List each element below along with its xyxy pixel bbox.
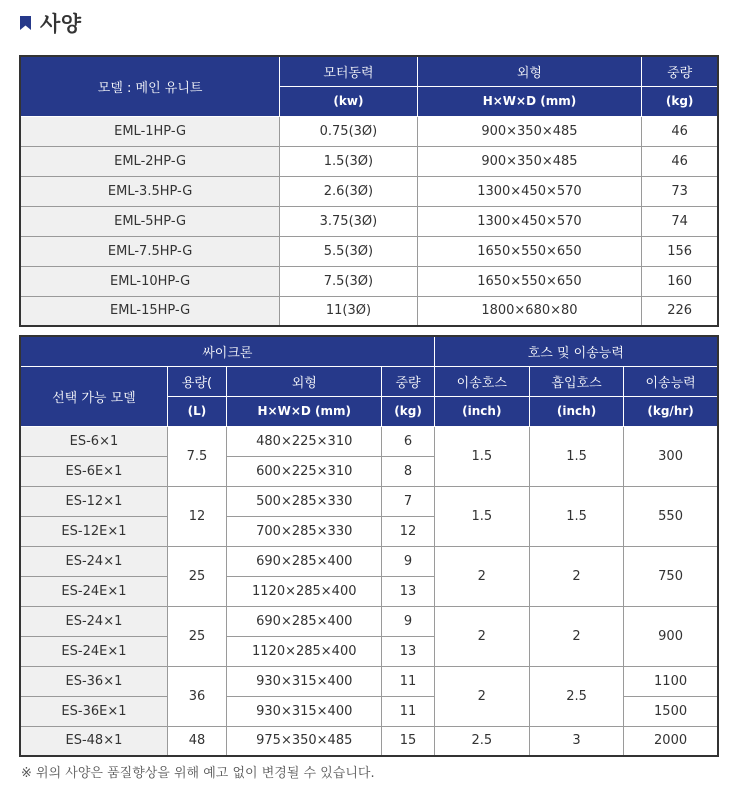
model-cell: EML-2HP-G: [20, 146, 280, 176]
table-row: [20, 486, 718, 516]
model-cell: EML-3.5HP-G: [20, 176, 280, 206]
header-capacity: 용량(: [167, 366, 226, 396]
size-cell: 1800×680×80: [417, 296, 642, 326]
model-cell: ES-12E×1: [20, 516, 167, 546]
size-cell: 1650×550×650: [417, 266, 642, 296]
transfer-hose-cell: 2.5: [434, 726, 529, 756]
size-cell: 975×350×485: [227, 726, 382, 756]
model-cell: EML-15HP-G: [20, 296, 280, 326]
weight-cell: 160: [642, 266, 718, 296]
size-cell: 1120×285×400: [227, 636, 382, 666]
weight-cell: 11: [382, 696, 434, 726]
size-cell: 930×315×400: [227, 696, 382, 726]
model-cell: ES-24×1: [20, 606, 167, 636]
model-cell: ES-36×1: [20, 666, 167, 696]
table-row: [20, 546, 718, 576]
size-cell: 900×350×485: [417, 146, 642, 176]
model-cell: EML-7.5HP-G: [20, 236, 280, 266]
cyclone-spec-table: [19, 335, 719, 757]
table-row: [20, 206, 718, 236]
capacity-cell: 25: [167, 606, 226, 666]
motor-cell: 3.75(3Ø): [280, 206, 417, 236]
header-capacity-unit: (L): [167, 396, 226, 426]
table-row: [20, 666, 718, 696]
weight-cell: 9: [382, 546, 434, 576]
header-size-unit: H×W×D (mm): [417, 86, 642, 116]
size-cell: 480×225×310: [227, 426, 382, 456]
suction-hose-cell: 1.5: [529, 486, 623, 546]
weight-cell: 8: [382, 456, 434, 486]
table-row: [20, 266, 718, 296]
header-transfer-capacity: 이송능력: [624, 366, 718, 396]
model-cell: ES-24E×1: [20, 636, 167, 666]
size-cell: 690×285×400: [227, 606, 382, 636]
motor-cell: 0.75(3Ø): [280, 116, 417, 146]
capacity-cell: 36: [167, 666, 226, 726]
header-motor: 모터동력: [280, 56, 417, 86]
table-row: [20, 236, 718, 266]
header-model: 모델 : 메인 유니트: [20, 56, 280, 116]
capacity-cell: 25: [167, 546, 226, 606]
size-cell: 600×225×310: [227, 456, 382, 486]
header-hose-group: 호스 및 이송능력: [434, 336, 718, 366]
header-suction-hose-unit: (inch): [529, 396, 623, 426]
motor-cell: 5.5(3Ø): [280, 236, 417, 266]
weight-cell: 13: [382, 576, 434, 606]
table-row: [20, 426, 718, 456]
weight-cell: 156: [642, 236, 718, 266]
size-cell: 690×285×400: [227, 546, 382, 576]
header-transfer-hose: 이송호스: [434, 366, 529, 396]
size-cell: 930×315×400: [227, 666, 382, 696]
size-cell: 700×285×330: [227, 516, 382, 546]
size-cell: 500×285×330: [227, 486, 382, 516]
model-cell: ES-24×1: [20, 546, 167, 576]
transfer-capacity-cell: 1100: [624, 666, 718, 696]
transfer-capacity-cell: 1500: [624, 696, 718, 726]
transfer-hose-cell: 2: [434, 666, 529, 726]
model-cell: ES-6×1: [20, 426, 167, 456]
footnote: ※ 위의 사양은 품질향상을 위해 예고 없이 변경될 수 있습니다.: [21, 766, 375, 781]
size-cell: 900×350×485: [417, 116, 642, 146]
size-cell: 1120×285×400: [227, 576, 382, 606]
weight-cell: 11: [382, 666, 434, 696]
page-title: 사양: [40, 12, 82, 36]
model-cell: EML-1HP-G: [20, 116, 280, 146]
suction-hose-cell: 2: [529, 546, 623, 606]
capacity-cell: 12: [167, 486, 226, 546]
table-row: [20, 606, 718, 636]
motor-cell: 1.5(3Ø): [280, 146, 417, 176]
table-row: [20, 176, 718, 206]
model-cell: ES-24E×1: [20, 576, 167, 606]
transfer-capacity-cell: 750: [624, 546, 718, 606]
weight-cell: 6: [382, 426, 434, 456]
table-row: [20, 146, 718, 176]
weight-cell: 15: [382, 726, 434, 756]
model-cell: ES-6E×1: [20, 456, 167, 486]
table-row: [20, 116, 718, 146]
header-weight-unit: (kg): [382, 396, 434, 426]
model-cell: EML-10HP-G: [20, 266, 280, 296]
weight-cell: 46: [642, 116, 718, 146]
size-cell: 1300×450×570: [417, 176, 642, 206]
bookmark-icon: [20, 16, 31, 30]
motor-cell: 11(3Ø): [280, 296, 417, 326]
header-weight-unit: (kg): [642, 86, 718, 116]
suction-hose-cell: 2.5: [529, 666, 623, 726]
model-cell: EML-5HP-G: [20, 206, 280, 236]
model-cell: ES-48×1: [20, 726, 167, 756]
capacity-cell: 7.5: [167, 426, 226, 486]
header-cyclone: 싸이크론: [20, 336, 434, 366]
header-transfer-capacity-unit: (kg/hr): [624, 396, 718, 426]
transfer-capacity-cell: 900: [624, 606, 718, 666]
motor-cell: 7.5(3Ø): [280, 266, 417, 296]
page-heading: [20, 8, 82, 38]
weight-cell: 226: [642, 296, 718, 326]
transfer-capacity-cell: 550: [624, 486, 718, 546]
main-unit-spec-table: [19, 55, 719, 327]
weight-cell: 74: [642, 206, 718, 236]
header-size: 외형: [227, 366, 382, 396]
suction-hose-cell: 3: [529, 726, 623, 756]
size-cell: 1650×550×650: [417, 236, 642, 266]
header-model: 선택 가능 모델: [20, 366, 167, 426]
weight-cell: 13: [382, 636, 434, 666]
transfer-capacity-cell: 2000: [624, 726, 718, 756]
motor-cell: 2.6(3Ø): [280, 176, 417, 206]
transfer-hose-cell: 2: [434, 546, 529, 606]
weight-cell: 7: [382, 486, 434, 516]
transfer-hose-cell: 1.5: [434, 486, 529, 546]
header-size: 외형: [417, 56, 642, 86]
weight-cell: 12: [382, 516, 434, 546]
model-cell: ES-12×1: [20, 486, 167, 516]
weight-cell: 9: [382, 606, 434, 636]
table-row: [20, 296, 718, 326]
capacity-cell: 48: [167, 726, 226, 756]
size-cell: 1300×450×570: [417, 206, 642, 236]
transfer-hose-cell: 1.5: [434, 426, 529, 486]
transfer-capacity-cell: 300: [624, 426, 718, 486]
suction-hose-cell: 1.5: [529, 426, 623, 486]
model-cell: ES-36E×1: [20, 696, 167, 726]
weight-cell: 46: [642, 146, 718, 176]
header-weight: 중량: [382, 366, 434, 396]
table-row: [20, 726, 718, 756]
suction-hose-cell: 2: [529, 606, 623, 666]
header-weight: 중량: [642, 56, 718, 86]
header-motor-unit: (kw): [280, 86, 417, 116]
header-suction-hose: 흡입호스: [529, 366, 623, 396]
transfer-hose-cell: 2: [434, 606, 529, 666]
header-size-unit: H×W×D (mm): [227, 396, 382, 426]
weight-cell: 73: [642, 176, 718, 206]
header-transfer-hose-unit: (inch): [434, 396, 529, 426]
